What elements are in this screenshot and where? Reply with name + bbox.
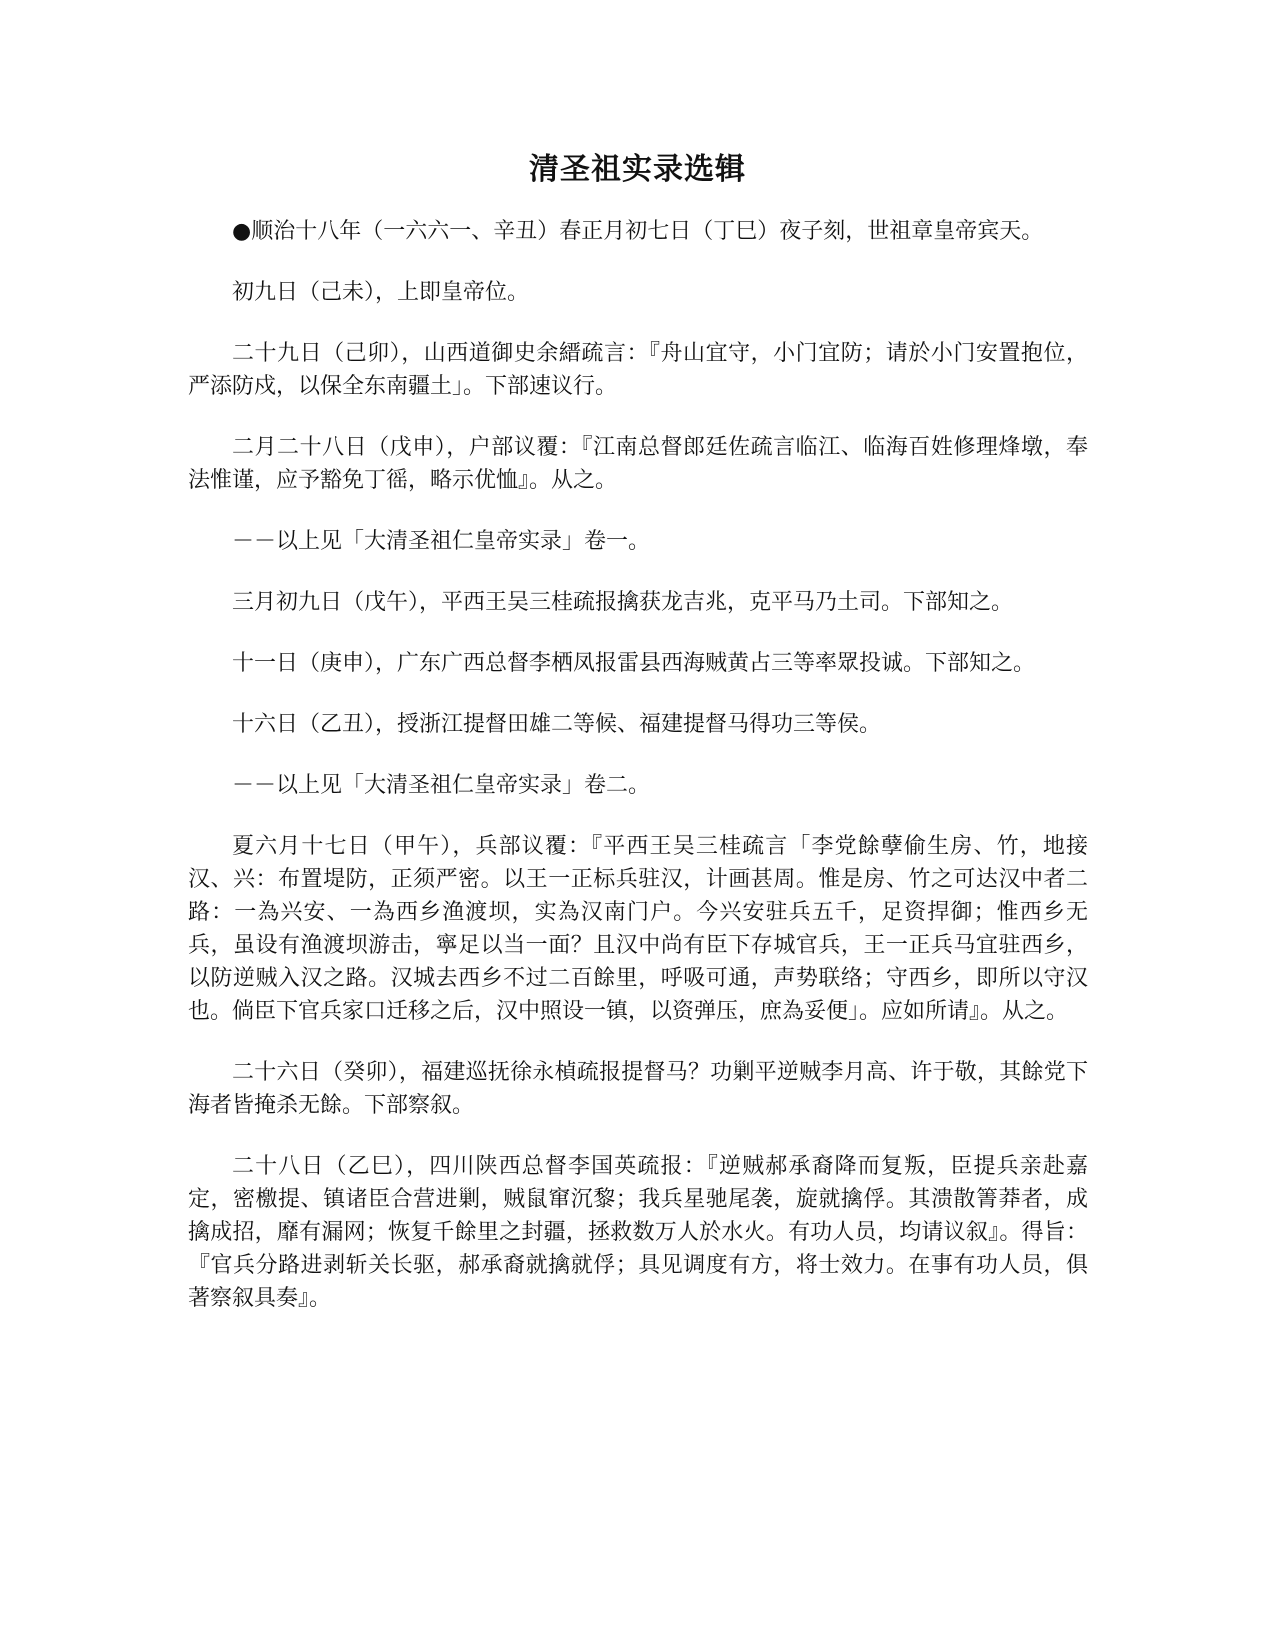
document-title: 清圣祖实录选辑 bbox=[529, 152, 746, 187]
paragraph: 十一日（庚申），广东广西总督李栖凤报雷县西海贼黄占三等率眾投诚。下部知之。 bbox=[232, 651, 1036, 676]
paragraph: 二月二十八日（戊申），户部议覆：『江南总督郎廷佐疏言临江、临海百姓修理烽墩，奉法惟谨，应予豁免丁徭，略示优恤』。从之。 bbox=[188, 435, 1088, 493]
paragraph: 二十六日（癸卯），福建巡抚徐永楨疏报提督马？功剿平逆贼李月高、许于敬，其餘党下海者皆掩杀无餘。下部察叙。 bbox=[188, 1060, 1088, 1118]
source-note: －－以上见「大清圣祖仁皇帝实录」卷二。 bbox=[232, 773, 651, 798]
paragraph: 夏六月十七日（甲午），兵部议覆：『平西王吴三桂疏言「李党餘孽偷生房、竹，地接汉、兴：布置堤防，正须严密。以王一正标兵驻汉，计画甚周。惟是房、竹之可达汉中者二路：一為兴安、一為西乡渔渡坝，实為汉南门户。今兴安驻兵五千，足资捍御；惟西乡无兵，虽设有渔渡坝游击，寧足以当一面？且汉中尚有臣下存城官兵，王一正兵马宜驻西乡，以防逆贼入汉之路。汉城去西乡不过二百餘里，呼吸可通，声势联络；守西乡，即所以守汉也。倘臣下官兵家口迁移之后，汉中照设一镇，以资弹压，庶為妥便」。应如所请』。从之。 bbox=[188, 834, 1088, 1024]
document-body bbox=[188, 215, 1088, 1343]
source-note: －－以上见「大清圣祖仁皇帝实录」卷一。 bbox=[232, 529, 651, 554]
paragraph: 十六日（乙丑），授浙江提督田雄二等候、福建提督马得功三等侯。 bbox=[232, 712, 882, 737]
paragraph: 初九日（己未），上即皇帝位。 bbox=[232, 280, 530, 305]
paragraph: 二十八日（乙巳），四川陕西总督李国英疏报：『逆贼郝承裔降而复叛，臣提兵亲赴嘉定，密檄提、镇诸臣合营进剿，贼鼠窜沉黎；我兵星驰尾袭，旋就擒俘。其溃散箐莽者，成擒成招，靡有漏网；恢复千餘里之封疆，拯救数万人於水火。有功人员，均请议叙』。得旨：『官兵分路进剥斩关长驱，郝承裔就擒就俘；具见调度有方，将士效力。在事有功人员，俱著察叙具奏』。 bbox=[188, 1154, 1088, 1311]
paragraph: 三月初九日（戊午），平西王吴三桂疏报擒获龙吉兆，克平马乃土司。下部知之。 bbox=[232, 590, 1014, 615]
paragraph: 二十九日（己卯），山西道御史余縉疏言：『舟山宜守，小门宜防；请於小门安置抱位，严添防戍，以保全东南疆土」。下部速议行。 bbox=[188, 341, 1088, 399]
paragraph: ●顺治十八年（一六六一、辛丑）春正月初七日（丁巳）夜子刻，世祖章皇帝宾天。 bbox=[232, 219, 1044, 244]
